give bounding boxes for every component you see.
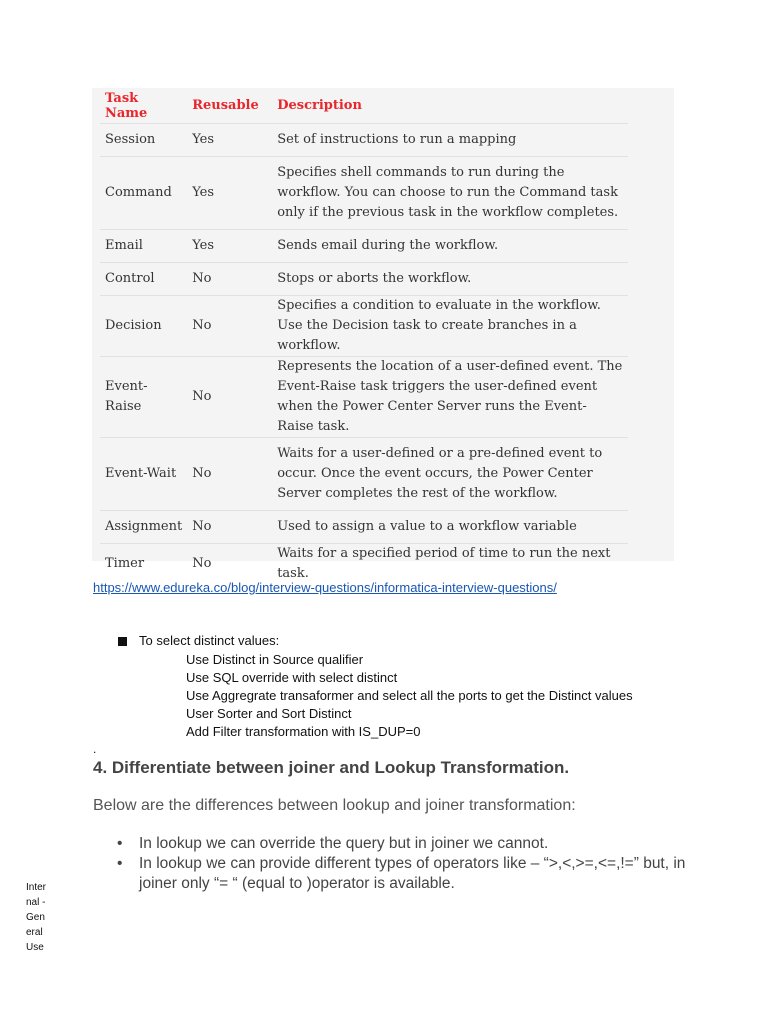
task-name-cell: Control bbox=[100, 263, 187, 296]
table-row bbox=[100, 263, 628, 296]
reusable-cell: No bbox=[187, 357, 272, 438]
task-name-cell: Event-Raise bbox=[100, 357, 187, 438]
table-row bbox=[100, 511, 628, 544]
header-task-name: Task Name bbox=[105, 90, 148, 121]
distinct-list bbox=[186, 651, 633, 741]
square-bullet-icon bbox=[118, 637, 127, 646]
list-item-text: In lookup we can override the query but in joiner we cannot. bbox=[139, 835, 549, 852]
description-cell: Specifies a condition to evaluate in the workflow. Use the Decision task to create branches in a workflow. bbox=[272, 296, 628, 357]
task-table bbox=[100, 88, 628, 584]
task-name-cell: Assignment bbox=[100, 511, 187, 544]
table-header-row bbox=[100, 88, 628, 124]
classification-label: Internal - General Use bbox=[26, 882, 47, 953]
reusable-cell: No bbox=[187, 544, 272, 585]
reusable-cell: No bbox=[187, 263, 272, 296]
header-reusable: Reusable bbox=[192, 98, 259, 113]
list-item: User Sorter and Sort Distinct bbox=[186, 706, 352, 721]
header-description: Description bbox=[277, 98, 362, 113]
task-name-cell: Command bbox=[100, 157, 187, 230]
table-row bbox=[100, 357, 628, 438]
description-cell: Represents the location of a user-defined event. The Event-Raise task triggers the user-defined event when the Power Center Server runs the Event-Raise task. bbox=[272, 357, 628, 438]
task-name-cell: Timer bbox=[100, 544, 187, 585]
bullet-icon: • bbox=[117, 835, 123, 852]
stray-period: . bbox=[93, 742, 97, 756]
table-row bbox=[100, 296, 628, 357]
intro-paragraph: Below are the differences between lookup and joiner transformation: bbox=[93, 797, 576, 814]
task-name-cell: Decision bbox=[100, 296, 187, 357]
description-cell: Used to assign a value to a workflow variable bbox=[272, 511, 628, 544]
list-item: Use Aggregrate transaformer and select all the ports to get the Distinct values bbox=[186, 688, 633, 703]
task-name-cell: Session bbox=[100, 124, 187, 157]
description-cell: Sends email during the workflow. bbox=[272, 230, 628, 263]
task-name-cell: Email bbox=[100, 230, 187, 263]
task-name-cell: Event-Wait bbox=[100, 438, 187, 511]
bullet-icon: • bbox=[117, 855, 123, 872]
reusable-cell: No bbox=[187, 438, 272, 511]
list-item: Use SQL override with select distinct bbox=[186, 670, 398, 685]
description-cell: Stops or aborts the workflow. bbox=[272, 263, 628, 296]
table-row bbox=[100, 124, 628, 157]
reusable-cell: No bbox=[187, 511, 272, 544]
table-row bbox=[100, 438, 628, 511]
distinct-title: To select distinct values: bbox=[139, 633, 280, 648]
source-link[interactable]: https://www.edureka.co/blog/interview-questions/informatica-interview-questions/ bbox=[93, 580, 557, 595]
table-row bbox=[100, 157, 628, 230]
list-item bbox=[117, 854, 697, 894]
list-item bbox=[117, 834, 697, 854]
differences-list bbox=[117, 834, 697, 894]
list-item: Add Filter transformation with IS_DUP=0 bbox=[186, 724, 421, 739]
list-item: Use Distinct in Source qualifier bbox=[186, 652, 364, 667]
reusable-cell: No bbox=[187, 296, 272, 357]
table-row bbox=[100, 544, 628, 585]
reusable-cell: Yes bbox=[187, 157, 272, 230]
list-item-text: In lookup we can provide different types of operators like – “>,<,>=,<=,!=” but, in joiner only “= “ (equal to )operator is available. bbox=[139, 855, 686, 892]
reusable-cell: Yes bbox=[187, 230, 272, 263]
task-table-image bbox=[92, 88, 674, 581]
description-cell: Waits for a specified period of time to run the next task. bbox=[272, 544, 628, 585]
description-cell: Specifies shell commands to run during the workflow. You can choose to run the Command task only if the previous task in the workflow completes. bbox=[272, 157, 628, 230]
section-heading: 4. Differentiate between joiner and Lookup Transformation. bbox=[93, 758, 570, 777]
description-cell: Set of instructions to run a mapping bbox=[272, 124, 628, 157]
reusable-cell: Yes bbox=[187, 124, 272, 157]
description-cell: Waits for a user-defined or a pre-defined event to occur. Once the event occurs, the Power Center Server completes the rest of the workflow. bbox=[272, 438, 628, 511]
table-row bbox=[100, 230, 628, 263]
